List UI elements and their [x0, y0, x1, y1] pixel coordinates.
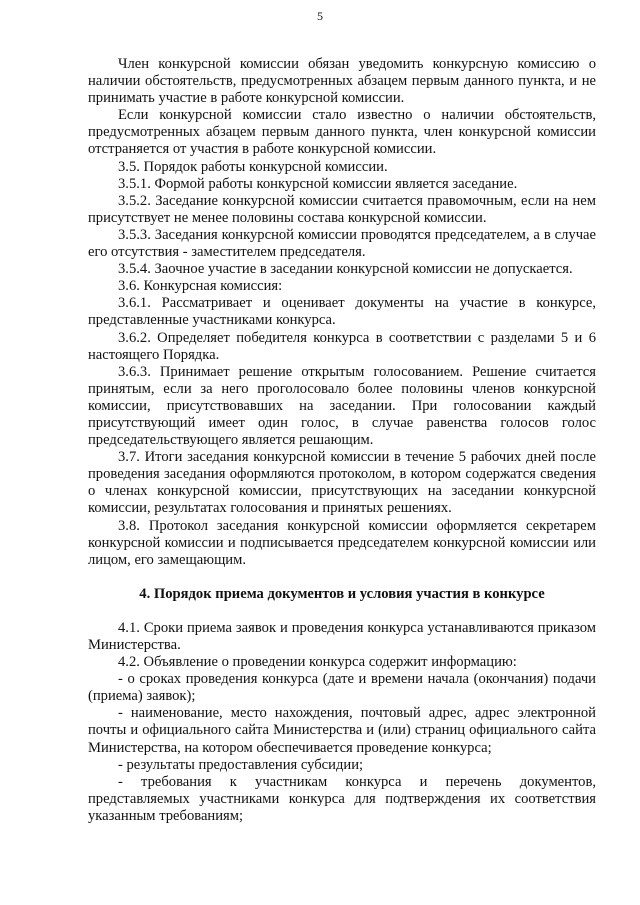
paragraph: 3.7. Итоги заседания конкурсной комиссии в течение 5 рабочих дней после проведения заседания оформляются протоколом, в котором содержатся сведения о членах конкурсной комиссии, присутствующих на заседании конкурсной комиссии, результатах голосования и принятых решениях.	[88, 449, 596, 517]
paragraph: 3.5.2. Заседание конкурсной комиссии считается правомочным, если на нем присутствует не менее половины состава конкурсной комиссии.	[88, 192, 596, 226]
page-number: 5	[317, 9, 323, 23]
paragraph: 3.5.3. Заседания конкурсной комиссии проводятся председателем, а в случае его отсутствия - заместителем председателя.	[88, 226, 596, 261]
paragraph: 4.1. Сроки приема заявок и проведения конкурса устанавливаются приказом Министерства.	[88, 619, 596, 653]
paragraph: 3.6. Конкурсная комиссия:	[118, 278, 283, 295]
paragraph: 3.6.3. Принимает решение открытым голосованием. Решение считается принятым, если за него проголосовало более половины членов конкурсной комиссии, присутствовавших на заседании. При голосовании каждый присутствующий имеет один голос, в случае равенства голосов голос председательствующего является решающим.	[88, 363, 596, 449]
paragraph: 3.6.2. Определяет победителя конкурса в соответствии с разделами 5 и 6 настоящего Порядка.	[88, 329, 596, 363]
spacer	[88, 569, 596, 586]
paragraph: 3.5.1. Формой работы конкурсной комиссии является заседание.	[118, 175, 518, 192]
document-body	[88, 56, 596, 825]
paragraph: 3.5. Порядок работы конкурсной комиссии.	[118, 158, 388, 175]
section-heading: 4. Порядок приема документов и условия участия в конкурсе	[139, 585, 545, 602]
list-item: - наименование, место нахождения, почтовый адрес, адрес электронной почты и официального сайта Министерства и (или) страниц официального сайта Министерства, на котором обеспечивается проведение конкурса;	[88, 705, 596, 756]
paragraph: Если конкурсной комиссии стало известно о наличии обстоятельств, предусмотренных абзацем первым данного пункта, член конкурсной комиссии отстраняется от участия в работе конкурсной комиссии.	[88, 107, 596, 158]
paragraph: 3.5.4. Заочное участие в заседании конкурсной комиссии не допускается.	[118, 261, 573, 278]
list-item: - результаты предоставления субсидии;	[118, 756, 364, 773]
list-item: - требования к участникам конкурса и перечень документов, представляемых участниками конкурса для подтверждения их соответствия указанным требованиям;	[88, 773, 596, 824]
paragraph: 3.6.1. Рассматривает и оценивает документы на участие в конкурсе, представленные участниками конкурса.	[88, 295, 596, 329]
spacer	[88, 603, 596, 620]
paragraph: 3.8. Протокол заседания конкурсной комиссии оформляется секретарем конкурсной комиссии и подписывается председателем конкурсной комиссии или лицом, его замещающим.	[88, 517, 596, 568]
paragraph: 4.2. Объявление о проведении конкурса содержит информацию:	[118, 654, 517, 671]
list-item: - о сроках проведения конкурса (дате и времени начала (окончания) подачи (приема) заявок);	[88, 671, 596, 705]
paragraph: Член конкурсной комиссии обязан уведомить конкурсную комиссию о наличии обстоятельств, предусмотренных абзацем первым данного пункта, и не принимать участие в работе конкурсной комиссии.	[88, 56, 596, 107]
